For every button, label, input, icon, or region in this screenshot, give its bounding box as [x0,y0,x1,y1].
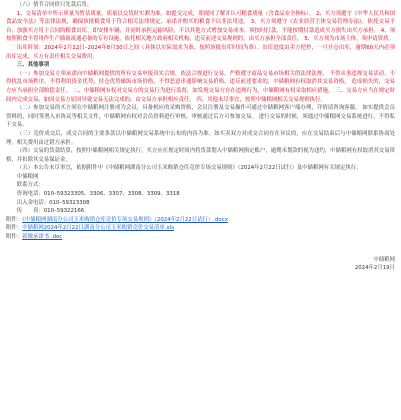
other-item-one-c: 造成损失的，交易方应当承担全部赔偿责任。 [6,79,395,94]
other-item-one-f: 四、其他未尽事宜，按照中储粮网相关交易规则执行。 [196,96,326,103]
attachment-row-3 [6,233,395,242]
contact-service-phone: 出入金电话：010–59323308 [16,199,90,206]
attachment-commitment-link[interactable]: 新做承诺书 .doc [22,234,63,241]
contact-method-label: 联系方式： [16,182,44,189]
contact-phone: 咨询电话：010–59323305、3306、3307、3308、3309、3318 [16,191,180,198]
requirement-1-text: 1、交易清单中所示质量为暂估质量，质量以交货时实测为准。如提交完成，即视同了解并认可粮食质量（含食品安全指标）。 [16,10,315,17]
other-item-three-paragraph: （三）竞价成交后，成交合同的主要条款以中储粮网交易系统中公布的内容为准。如买卖双方对成交合同存在异议的，应在交易结束后与中储粮网联系协商处理，相关费用由过错方承担。 [6,130,395,146]
attachment-row-1 [6,216,395,225]
requirement-3-text: 3、买方须遵守《农业经营主体交易管理办法》，依托交易平台，加强买方用于合同的粮食出库，即安排车辆，并同时承担运输风险，不以其他方式增加交易成本，须按时打款，不能按期付款造成买方损失由买方承担。 [6,19,395,34]
item-six-paragraph: （六）情节合同价只先款后货。 [16,2,93,8]
signature-block [6,256,395,273]
attachment-trade-list-link[interactable]: 中储粮网2024年2月22日湖南分公司玉米购销竞价交易清单.xls [22,225,174,232]
signature-org: 中储粮网 [373,256,395,263]
buyer-requirements-paragraph [6,10,395,44]
other-item-one-b: 不得从事违规交易活动，不得扰乱市场秩序，不得利用资金优势、持仓优势操纵市场价格，不得恶意串通影响交易价格，违反前述要求的，中储粮网有权取消其交易资格， [6,70,395,86]
attachment-label: 附件： [6,234,23,241]
other-item-one-paragraph [6,70,395,104]
attachment-label: 附件： [6,225,23,232]
requirement-2-text: 2、买方须遵守《中华人民共和国食品安全法》等法律法规，确保该批粮食用于符合相关法律规定，承诺并购买的粮食不以非法用途。 [6,10,395,26]
other-item-one-a: （一）参加交易方须承诺向中储粮网提供的所有交易申报真实合规，依法合规进行交易，严格遵守商品交易市场相关的法律法规， [16,70,328,77]
contact-fax: 传 真：010–59322166 [16,208,85,215]
delivery-time-paragraph [6,44,395,61]
other-item-one-e: 三、交易方应当在规定时间内完成交易，如因交易方原因导致交易无法完成的，由交易方承担相应责任。 [6,87,395,103]
other-item-two-a: （二）参加交易的买方须在中储粮网注册成为会员，具备相应的采购资格，会员注册及交易操作可通过中储粮网客户端办理，详情请咨询客服。 [16,105,361,112]
contact-org: 中储粮网 [16,173,39,180]
other-item-two-b: 如实提供会员资料的，同时签署入市协议等相关文件，中储粮网有权对会员资料进行审核，审核通过后方可参加交易。 [6,105,395,120]
other-item-two-c: 进行交易的时候，须通过中储粮网交易系统进行，不得私下交易。 [6,113,395,129]
attachment-row-2 [6,224,395,233]
attachment-rules-link[interactable]: 《中储粮网湖南分公司玉米购销仓库竞价专场交易规则》（2024年2月22日试行）.docx [22,216,228,223]
signature-date: 2024年2月19日 [354,265,395,272]
attachment-label: 附件： [6,216,23,223]
other-item-four-paragraph: （四）交易的货款结算，按照中储粮网相关规定执行。买方应在规定时间内将货款划入中储粮网指定账户，逾期未划款的视为违约，中储粮网有权取消其交易资格，并扣除其交易保证金。 [6,148,395,163]
requirement-4-text: 4、须按照粮食不得用作生产储备流通必备的专有设施，依托相关地方政府相关机构，违反前述交易规则的，由买方承担全部责任。 [6,27,395,43]
other-item-five-paragraph: （五）本公告未尽事宜，依据附件中《中储粮网湖南分公司玉米购销仓库竞价专场交易规则》（2024年2月22日试行）及中储粮网有关规定执行。 [16,165,362,172]
delivery-time-text: 出库时间：2024年2月22日–2024年8月30日之间（具体以实际需求为准，按照该批出库时间为准）。出库进度由卖方把控，一旦开仓出库，逾期60天内必须出库完成，买方有责任相关交易费用。 [6,44,395,60]
other-item-one-d: 二、中储粮网有权对交易方的交易行为进行监督，如发现交易方存在违规行为，中储粮网有权采取相应措施。 [72,87,334,94]
requirement-5-text: 5、买方须为市场主体，须申请资质。 [304,36,394,43]
section-three-title: 三、其他事项 [16,62,50,69]
other-item-two-paragraph [6,104,395,130]
